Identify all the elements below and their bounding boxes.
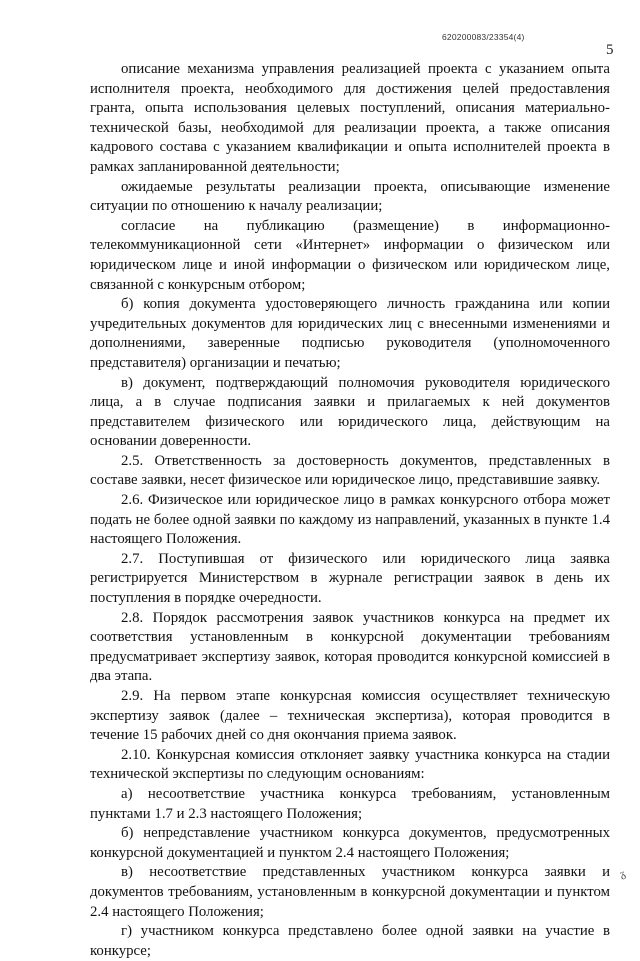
paragraph: 2.9. На первом этапе конкурсная комиссия осуществляет техническую экспертизу заявок (далее – техническая экспертиза), которая проводится в течение 15 рабочих дней со дня окончания приема заявок. [90, 688, 610, 744]
paragraph: в) документ, подтверждающий полномочия руководителя юридического лица, а в случае подписания заявки и прилагаемых к ней документов представителем физического или юридического лица, действующим на основании доверенности. [90, 374, 610, 450]
document-body [90, 60, 610, 961]
paragraph: ожидаемые результаты реализации проекта, описывающие изменение ситуации по отношению к началу реализации; [90, 178, 610, 215]
paragraph: б) непредставление участником конкурса документов, предусмотренных конкурсной документацией и пунктом 2.4 настоящего Положения; [90, 825, 610, 861]
paragraph: описание механизма управления реализацией проекта с указанием опыта исполнителя проекта, необходимого для достижения целей предоставления гранта, опыта использования целевых поступлений, описания материально-технической базы, необходимой для реализации проекта, а также описания кадрового состава с указанием квалификации и опыта исполнителей проекта в рамках запланированной деятельности; [90, 61, 610, 175]
paragraph: в) несоответствие представленных участником конкурса заявки и документов требованиям, установленным в конкурсной документации и пунктом 2.4 настоящего Положения; [90, 864, 610, 920]
paragraph: б) копия документа удостоверяющего личность гражданина или копии учредительных документов для юридических лиц с внесенными изменениями и дополнениями, заверенные подписью руководителя (уполномоченного представителя) организации и печатью; [90, 296, 610, 371]
document-id: 620200083/23354(4) [442, 32, 525, 42]
paragraph: согласие на публикацию (размещение) в информационно-телекоммуникационной сети «Интернет» информации о физическом или юридическом лице и иной информации о физическом или юридическом лице, связанной с конкурсным отбором; [90, 217, 610, 293]
paragraph: 2.5. Ответственность за достоверность документов, представленных в составе заявки, несет физическое или юридическое лицо, представившие заявку. [90, 452, 610, 489]
paragraph: 2.8. Порядок рассмотрения заявок участников конкурса на предмет их соответствия установленным в конкурсной документации требованиям предусматривает экспертизу заявок, которая проводится конкурсной комиссией в два этапа. [90, 609, 610, 685]
paragraph: г) участником конкурса представлено более одной заявки на участие в конкурсе; [90, 923, 610, 959]
paragraph: 2.10. Конкурсная комиссия отклоняет заявку участника конкурса на стадии технической экспертизы по следующим основаниям: [90, 746, 610, 783]
page-number: 5 [606, 42, 614, 58]
paragraph: а) несоответствие участника конкурса требованиям, установленным пунктами 1.7 и 2.3 настоящего Положения; [90, 785, 610, 822]
paragraph: 2.6. Физическое или юридическое лицо в рамках конкурсного отбора может подать не более одной заявки по каждому из направлений, указанных в пункте 1.4 настоящего Положения. [90, 492, 610, 548]
paragraph: 2.7. Поступившая от физического или юридического лица заявка регистрируется Министерством в журнале регистрации заявок в день их поступления в порядке очередности. [90, 550, 610, 607]
initials-mark: ᵹ [618, 867, 628, 881]
